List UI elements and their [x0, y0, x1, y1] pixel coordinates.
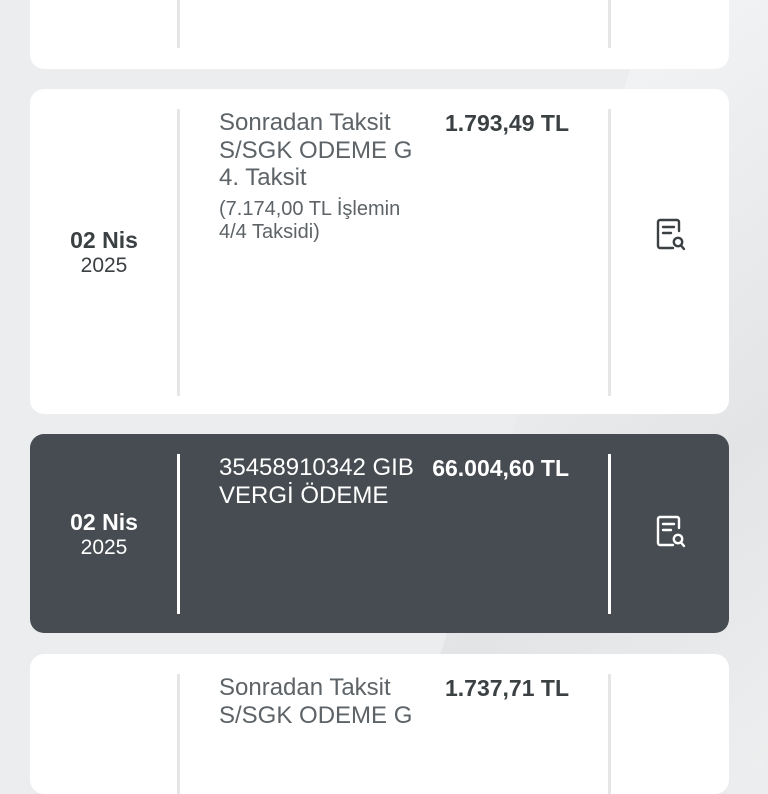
divider-right [608, 109, 611, 396]
divider-left [177, 109, 180, 396]
transaction-date [30, 509, 178, 561]
installment-note: (7.174,00 TL İşlemin 4/4 Taksidi) [219, 197, 401, 243]
date-day: 02 Nis [70, 509, 138, 535]
transaction-card[interactable] [30, 89, 729, 414]
transaction-amount: 66.004,60 TL [432, 455, 569, 481]
transaction-description [219, 109, 414, 245]
date-year: 2025 [80, 254, 128, 277]
receipt-search-icon[interactable] [654, 515, 686, 549]
transaction-card[interactable] [30, 654, 729, 794]
divider-right [608, 674, 611, 794]
transaction-card-selected[interactable] [30, 434, 729, 633]
divider-right [608, 454, 611, 614]
divider-left [177, 674, 180, 794]
description-text: 35458910342 GIB VERGİ ÖDEME [219, 454, 414, 509]
divider-left [177, 0, 180, 48]
transaction-amount: 1.793,49 TL [444, 110, 569, 136]
divider-left [177, 454, 180, 614]
transaction-date [30, 227, 178, 279]
transaction-description [219, 674, 414, 729]
description-text: Sonradan Taksit S/SGK ODEME G [219, 674, 413, 729]
transaction-amount: 1.737,71 TL [444, 675, 569, 701]
transaction-card[interactable] [30, 0, 729, 69]
date-year: 2025 [80, 536, 128, 559]
date-day: 02 Nis [70, 227, 138, 253]
receipt-search-icon[interactable] [654, 218, 686, 252]
description-text: Sonradan Taksit S/SGK ODEME G 4. Taksit [219, 109, 413, 191]
divider-right [608, 0, 611, 48]
transaction-description [219, 454, 414, 509]
